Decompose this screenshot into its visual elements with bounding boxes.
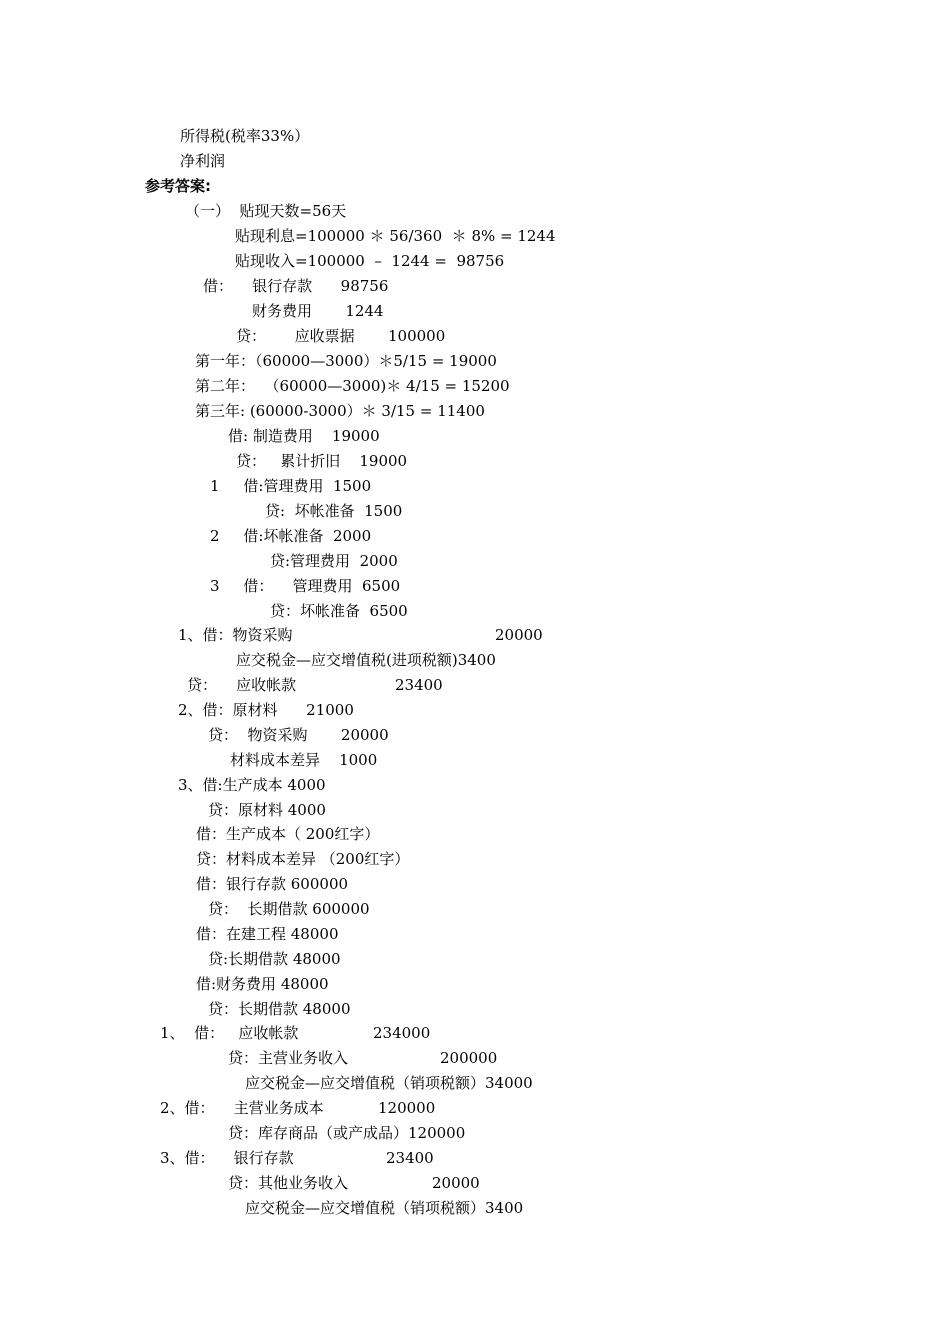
text-line: 贷：材料成本差异 （200红字） [196,850,410,868]
text-line: 贷：长期借款 48000 [208,1000,351,1018]
text-line: 应交税金—应交增值税(进项税额)3400 [236,651,496,669]
text-line: 3、借:生产成本 4000 [178,776,326,794]
text-line: 贷： 应收票据 100000 [236,327,446,345]
text-line: 贷： 长期借款 600000 [208,900,370,918]
text-line: 贴现利息=100000 ＊ 56/360 ＊ 8% = 1244 [235,227,556,245]
text-line: 借：生产成本（ 200红字） [196,825,380,843]
amount: 200000 [440,1049,498,1067]
text-line: 贴现收入=100000 – 1244 = 98756 [235,252,505,270]
text-line: 应交税金—应交增值税（销项税额）34000 [245,1074,533,1092]
amount: 20000 [495,626,543,644]
text-line: 1、借：物资采购 [178,626,293,644]
amount: 23400 [386,1149,434,1167]
amount: 234000 [373,1024,431,1042]
text-line: （一） 贴现天数=56天 [185,202,347,220]
text-line: 贷： 应收帐款 [187,676,297,694]
text-line: 2 借:坏帐准备 2000 [210,527,372,545]
text-line: 贷: 坏帐准备 1500 [265,502,403,520]
text-line: 第一年：（60000—3000）＊5/15 = 19000 [195,352,497,370]
text-line: 3 借： 管理费用 6500 [210,577,401,595]
text-line: 贷：原材料 4000 [208,801,326,819]
text-line: 净利润 [180,152,226,170]
text-line: 贷：主营业务收入 [228,1049,349,1067]
text-line: 1 借:管理费用 1500 [210,477,372,495]
amount: 23400 [395,676,443,694]
amount: 120000 [378,1099,436,1117]
text-line: 贷：库存商品（或产成品）120000 [228,1124,466,1142]
text-line: 3、借： 银行存款 [160,1149,294,1167]
text-line: 2、借： 主营业务成本 [160,1099,324,1117]
text-line: 第三年: (60000-3000）＊ 3/15 = 11400 [195,402,485,420]
text-line: 材料成本差异 1000 [230,751,378,769]
text-line: 借： 银行存款 98756 [203,277,389,295]
text-line: 贷： 累计折旧 19000 [236,452,408,470]
text-line: 第二年： （60000—3000)＊ 4/15 = 15200 [195,377,510,395]
text-line: 2、借：原材料 21000 [178,701,354,719]
text-line: 借: 制造费用 19000 [228,427,380,445]
text-line: 借：在建工程 48000 [196,925,339,943]
text-line: 贷：坏帐准备 6500 [270,602,408,620]
amount: 20000 [432,1174,480,1192]
text-line: 贷:管理费用 2000 [270,552,398,570]
text-line: 应交税金—应交增值税（销项税额）3400 [245,1199,524,1217]
text-line: 所得税(税率33%） [180,127,310,145]
section-heading: 参考答案: [145,177,211,195]
text-line: 借：银行存款 600000 [196,875,349,893]
text-line: 1、 借： 应收帐款 [160,1024,299,1042]
text-line: 贷： 物资采购 20000 [208,726,389,744]
text-line: 贷:长期借款 48000 [208,950,341,968]
text-line: 借:财务费用 48000 [196,975,329,993]
text-line: 贷：其他业务收入 [228,1174,349,1192]
text-line: 财务费用 1244 [252,302,384,320]
